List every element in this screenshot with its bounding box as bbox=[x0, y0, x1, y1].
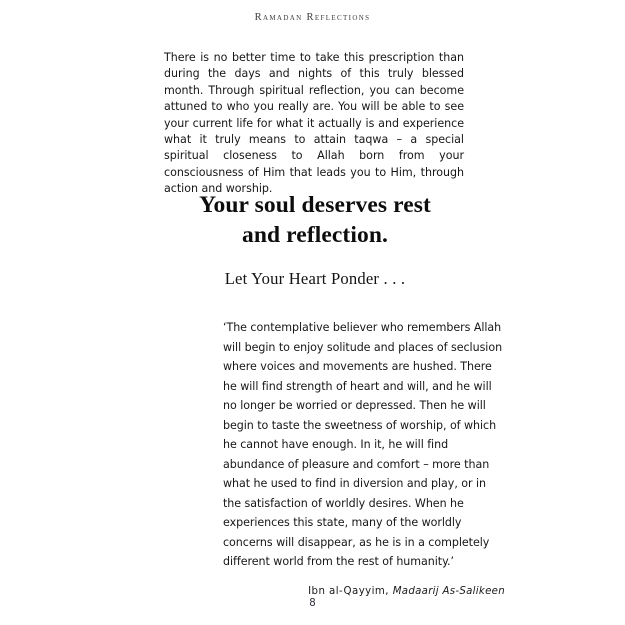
pull-quote bbox=[223, 318, 505, 599]
pull-quote-text: ‘The contemplative believer who remembers Allah will begin to enjoy solitude and places of seclusion where voices and movements are hushed. There he will find strength of heart and will, and he will no longer be worried or depressed. Then he will begin to taste the sweetness of worship, of which he cannot have enough. In it, he will find abundance of pleasure and comfort – more than what he used to find in diversion and play, or in the satisfaction of worldly desires. When he experiences this state, many of the worldly concerns will disappear, as he is in a completely different world from the rest of humanity.’ bbox=[223, 321, 503, 568]
display-heading-line-1: Your soul deserves rest bbox=[199, 192, 431, 218]
pull-quote-author: Ibn al-Qayyim, bbox=[308, 585, 389, 597]
display-heading-line-2: and reflection. bbox=[242, 222, 388, 248]
pull-quote-source: Madaarij As-Salikeen bbox=[392, 585, 505, 597]
pull-quote-attribution bbox=[223, 572, 505, 599]
display-heading bbox=[160, 190, 470, 250]
body-paragraph: There is no better time to take this prescription than during the days and nights of this truly blessed month. Through spiritual reflection, you can become attuned to who you really are. You will be able to see your current life for what it actually is and experience what it truly means to attain taqwa – a special spiritual closeness to Allah born from your consciousness of Him that leads you to Him, through action and worship. bbox=[164, 51, 464, 196]
sub-heading: Let Your Heart Ponder . . . bbox=[224, 269, 406, 288]
page-number: 8 bbox=[309, 598, 316, 609]
running-head: Ramadan Reflections bbox=[254, 12, 371, 23]
